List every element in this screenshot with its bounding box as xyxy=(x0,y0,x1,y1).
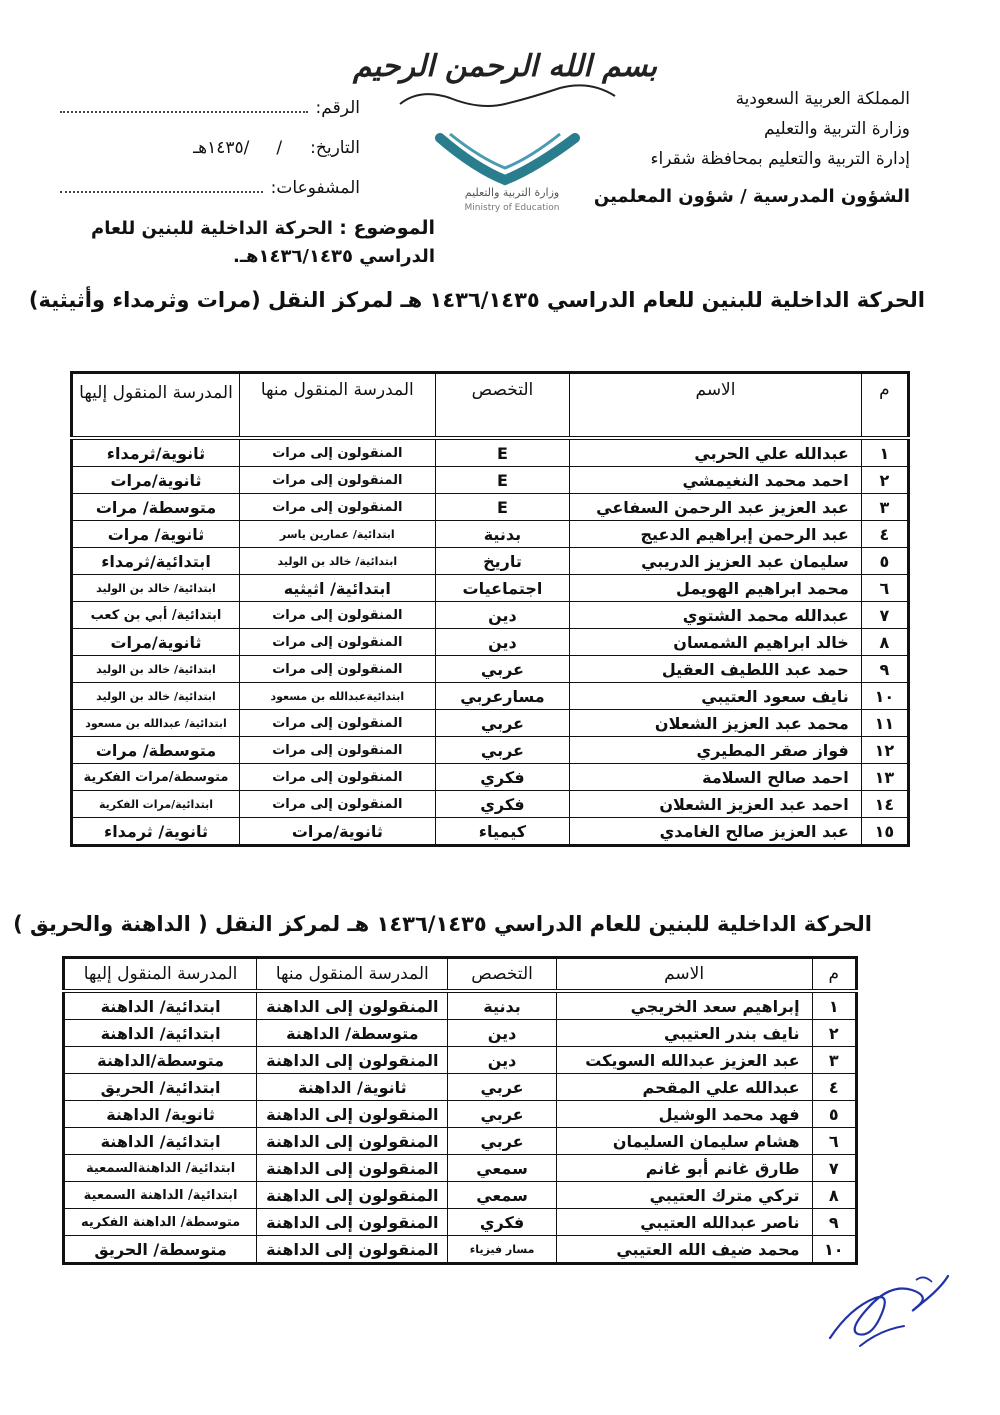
table-row xyxy=(72,467,909,494)
from-school: المنقولون إلى الداهنة xyxy=(257,1209,448,1236)
column-header: التخصص xyxy=(435,373,570,439)
column-header: المدرسة المنقول إليها xyxy=(64,958,257,992)
column-header: الاسم xyxy=(570,373,862,439)
from-school: المنقولون إلى الداهنة xyxy=(257,1047,448,1074)
column-header: المدرسة المنقول منها xyxy=(239,373,435,439)
table-row xyxy=(72,602,909,629)
to-school: متوسطة/ مرات xyxy=(72,737,240,764)
row-number: ١١ xyxy=(861,710,908,737)
teacher-name: نايف سعود العتيبي xyxy=(570,683,862,710)
column-header: م xyxy=(861,373,908,439)
section2-title: الحركة الداخلية للبنين للعام الدراسي ١٤٣٦/١٤٣٥ هـ لمركز النقل ( الداهنة والحريق ) xyxy=(13,912,872,936)
to-school: متوسطة/الداهنة xyxy=(64,1047,257,1074)
row-number: ٧ xyxy=(812,1155,856,1182)
to-school: ابتدائية/ الداهنة السمعية xyxy=(64,1182,257,1209)
from-school: ابتدائية/ اثيثيه xyxy=(239,575,435,602)
row-number: ٨ xyxy=(861,629,908,656)
table-row xyxy=(72,683,909,710)
to-school: متوسطة/ مرات xyxy=(72,494,240,521)
specialty: دين xyxy=(435,629,570,656)
letterhead-left xyxy=(60,88,360,208)
teacher-name: محمد ابراهيم الهويمل xyxy=(570,575,862,602)
row-number: ١ xyxy=(812,991,856,1020)
date-row xyxy=(60,128,360,168)
specialty: اجتماعيات xyxy=(435,575,570,602)
attachments-field xyxy=(60,173,263,193)
teacher-name: عبدالله محمد الشتوي xyxy=(570,602,862,629)
specialty: دين xyxy=(448,1020,556,1047)
to-school: ثانوية/مرات xyxy=(72,629,240,656)
specialty: تاريخ xyxy=(435,548,570,575)
row-number: ٦ xyxy=(861,575,908,602)
table-row xyxy=(72,438,909,467)
row-number: ١٣ xyxy=(861,764,908,791)
row-number: ٩ xyxy=(812,1209,856,1236)
specialty: عربي xyxy=(448,1101,556,1128)
teacher-name: عبد الرحمن إبراهيم الدعيج xyxy=(570,521,862,548)
row-number: ٥ xyxy=(861,548,908,575)
from-school: المنقولون إلى الداهنة xyxy=(257,1182,448,1209)
specialty: مسارعربي xyxy=(435,683,570,710)
from-school: المنقولون إلى مرات xyxy=(239,467,435,494)
row-number: ١ xyxy=(861,438,908,467)
teacher-name: نايف بندر العتيبي xyxy=(556,1020,812,1047)
specialty: E xyxy=(435,467,570,494)
to-school: ثانوية/ثرمداء xyxy=(72,438,240,467)
table-row xyxy=(72,575,909,602)
ministry-name-ar: وزارة التربية والتعليم xyxy=(464,186,560,199)
to-school: متوسطة/ الداهنة الفكريه xyxy=(64,1209,257,1236)
teacher-name: حمد عبد اللطيف العقيل xyxy=(570,656,862,683)
transfer-table-dahna xyxy=(62,956,858,1265)
to-school: متوسطة/مرات الفكرية xyxy=(72,764,240,791)
from-school: المنقولون إلى مرات xyxy=(239,656,435,683)
specialty: عربي xyxy=(435,710,570,737)
specialty: بدنية xyxy=(435,521,570,548)
from-school: المنقولون إلى الداهنة xyxy=(257,1155,448,1182)
row-number: ١٢ xyxy=(861,737,908,764)
date-value: / /١٤٣٥هـ xyxy=(193,138,283,158)
row-number: ٣ xyxy=(861,494,908,521)
from-school: المنقولون إلى مرات xyxy=(239,764,435,791)
to-school: ابتدائية/ عبدالله بن مسعود xyxy=(72,710,240,737)
to-school: ثانوية/ ثرمداء xyxy=(72,818,240,846)
to-school: ابتدائية/ الداهنةالسمعية xyxy=(64,1155,257,1182)
row-number: ٢ xyxy=(861,467,908,494)
to-school: ابتدائية/ خالد بن الوليد xyxy=(72,683,240,710)
teacher-name: محمد ضيف الله العتيبي xyxy=(556,1236,812,1264)
teacher-name: طارق غانم أبو غانم xyxy=(556,1155,812,1182)
table-row xyxy=(72,764,909,791)
row-number: ٤ xyxy=(861,521,908,548)
teacher-name: فواز صقر المطيري xyxy=(570,737,862,764)
to-school: ابتدائية/مرات الفكرية xyxy=(72,791,240,818)
table-row xyxy=(72,791,909,818)
row-number: ١٠ xyxy=(861,683,908,710)
subject-text: الحركة الداخلية للبنين للعام الدراسي ١٤٣٦/١٤٣٥هـ. xyxy=(91,218,435,267)
subject-label: الموضوع : xyxy=(339,217,435,239)
table-row xyxy=(72,656,909,683)
to-school: ثانوية/ الداهنة xyxy=(64,1101,257,1128)
column-header: المدرسة المنقول إليها xyxy=(72,373,240,439)
specialty: كيمياء xyxy=(435,818,570,846)
basmala-calligraphy: بسم الله الرحمن الرحيم xyxy=(352,49,658,84)
from-school: المنقولون إلى مرات xyxy=(239,710,435,737)
teacher-name: عبدالله علي الحربي xyxy=(570,438,862,467)
teacher-name: عبد العزيز عبد الرحمن السفاعي xyxy=(570,494,862,521)
number-label: الرقم: xyxy=(315,98,360,118)
specialty: سمعي xyxy=(448,1182,556,1209)
ministry-logo xyxy=(352,18,658,218)
from-school: ابتدائيةعبدالله بن مسعود xyxy=(239,683,435,710)
teacher-name: احمد عبد العزيز الشعلان xyxy=(570,791,862,818)
column-header: الاسم xyxy=(556,958,812,992)
column-header: المدرسة المنقول منها xyxy=(257,958,448,992)
table-row xyxy=(72,737,909,764)
table-row xyxy=(72,548,909,575)
table-row xyxy=(64,1155,857,1182)
number-field xyxy=(60,93,308,113)
specialty: عربي xyxy=(435,737,570,764)
from-school: المنقولون إلى مرات xyxy=(239,629,435,656)
transfer-table-marat xyxy=(70,371,910,847)
to-school: ابتدائية/ أبي بن كعب xyxy=(72,602,240,629)
specialty: دين xyxy=(448,1047,556,1074)
teacher-name: إبراهيم سعد الخريجي xyxy=(556,991,812,1020)
row-number: ١٤ xyxy=(861,791,908,818)
to-school: متوسطة/ الحريق xyxy=(64,1236,257,1264)
row-number: ٤ xyxy=(812,1074,856,1101)
teacher-name: احمد صالح السلامة xyxy=(570,764,862,791)
specialty: عربي xyxy=(448,1074,556,1101)
subject-block xyxy=(25,214,435,271)
teacher-name: هشام سليمان السليمان xyxy=(556,1128,812,1155)
from-school: المنقولون إلى مرات xyxy=(239,737,435,764)
letterhead-line: وزارة التربية والتعليم xyxy=(764,119,910,139)
to-school: ابتدائية/ الداهنة xyxy=(64,1128,257,1155)
from-school: ابتدائية/ خالد بن الوليد xyxy=(239,548,435,575)
to-school: ابتدائية/ خالد بن الوليد xyxy=(72,656,240,683)
from-school: ثانوية/مرات xyxy=(239,818,435,846)
table-row xyxy=(64,1074,857,1101)
row-number: ٧ xyxy=(861,602,908,629)
specialty: مسار فيزياء xyxy=(448,1236,556,1264)
section1-title: الحركة الداخلية للبنين للعام الدراسي ١٤٣٦/١٤٣٥ هـ لمركز النقل (مرات وثرمداء وأثيثية) xyxy=(28,288,925,312)
teacher-name: محمد عبد العزيز الشعلان xyxy=(570,710,862,737)
from-school: المنقولون إلى مرات xyxy=(239,791,435,818)
teacher-name: عبدالله علي المقحم xyxy=(556,1074,812,1101)
table-row xyxy=(64,1020,857,1047)
from-school: ثانوية/ الداهنة xyxy=(257,1074,448,1101)
specialty: فكري xyxy=(435,791,570,818)
specialty: فكري xyxy=(448,1209,556,1236)
row-number: ١٠ xyxy=(812,1236,856,1264)
teacher-name: عبد العزيز عبدالله السويكت xyxy=(556,1047,812,1074)
department-line: الشؤون المدرسية / شؤون المعلمين xyxy=(593,186,910,207)
from-school: المنقولون إلى مرات xyxy=(239,438,435,467)
from-school: المنقولون إلى الداهنة xyxy=(257,1128,448,1155)
attachments-row xyxy=(60,168,360,208)
table-header-row xyxy=(72,373,909,439)
table-row xyxy=(72,629,909,656)
specialty: عربي xyxy=(448,1128,556,1155)
table-header-row xyxy=(64,958,857,992)
table-row xyxy=(72,494,909,521)
attachments-label: المشفوعات: xyxy=(270,178,360,198)
specialty: سمعي xyxy=(448,1155,556,1182)
row-number: ٥ xyxy=(812,1101,856,1128)
to-school: ابتدائية/ الداهنة xyxy=(64,1020,257,1047)
to-school: ثانوية/مرات xyxy=(72,467,240,494)
from-school: المنقولون إلى الداهنة xyxy=(257,1236,448,1264)
to-school: ابتدائية/ خالد بن الوليد xyxy=(72,575,240,602)
row-number: ٩ xyxy=(861,656,908,683)
row-number: ١٥ xyxy=(861,818,908,846)
letterhead-line: المملكة العربية السعودية xyxy=(735,89,910,109)
teacher-name: احمد محمد النغيمشي xyxy=(570,467,862,494)
specialty: فكري xyxy=(435,764,570,791)
table-row xyxy=(64,1047,857,1074)
date-label: التاريخ: xyxy=(310,138,360,158)
from-school: متوسطة/ الداهنة xyxy=(257,1020,448,1047)
teacher-name: ناصر عبدالله العتيبي xyxy=(556,1209,812,1236)
number-row xyxy=(60,88,360,128)
to-school: ابتدائية/ثرمداء xyxy=(72,548,240,575)
row-number: ٢ xyxy=(812,1020,856,1047)
to-school: ابتدائية/ الحريق xyxy=(64,1074,257,1101)
from-school: المنقولون إلى مرات xyxy=(239,602,435,629)
row-number: ٨ xyxy=(812,1182,856,1209)
table-row xyxy=(64,1182,857,1209)
ministry-name-en: Ministry of Education xyxy=(464,203,560,213)
teacher-name: فهد محمد الوشيل xyxy=(556,1101,812,1128)
specialty: E xyxy=(435,494,570,521)
letterhead-line: إدارة التربية والتعليم بمحافظة شقراء xyxy=(650,149,910,169)
specialty: بدنية xyxy=(448,991,556,1020)
to-school: ثانوية/ مرات xyxy=(72,521,240,548)
table-row xyxy=(64,991,857,1020)
table-row xyxy=(72,521,909,548)
table-row xyxy=(72,710,909,737)
row-number: ٦ xyxy=(812,1128,856,1155)
handwritten-signature xyxy=(820,1268,960,1358)
specialty: دين xyxy=(435,602,570,629)
from-school: المنقولون إلى مرات xyxy=(239,494,435,521)
to-school: ابتدائية/ الداهنة xyxy=(64,991,257,1020)
table-row xyxy=(64,1101,857,1128)
teacher-name: عبد العزيز صالح الغامدي xyxy=(570,818,862,846)
from-school: ابتدائية/ عمارين ياسر xyxy=(239,521,435,548)
teacher-name: تركي مترك العتيبي xyxy=(556,1182,812,1209)
teacher-name: خالد ابراهيم الشمسان xyxy=(570,629,862,656)
table-row xyxy=(64,1236,857,1264)
table-row xyxy=(72,818,909,846)
column-header: التخصص xyxy=(448,958,556,992)
table-row xyxy=(64,1128,857,1155)
from-school: المنقولون إلى الداهنة xyxy=(257,991,448,1020)
specialty: عربي xyxy=(435,656,570,683)
table-row xyxy=(64,1209,857,1236)
column-header: م xyxy=(812,958,856,992)
specialty: E xyxy=(435,438,570,467)
row-number: ٣ xyxy=(812,1047,856,1074)
teacher-name: سليمان عبد العزيز الدريبي xyxy=(570,548,862,575)
from-school: المنقولون إلى الداهنة xyxy=(257,1101,448,1128)
